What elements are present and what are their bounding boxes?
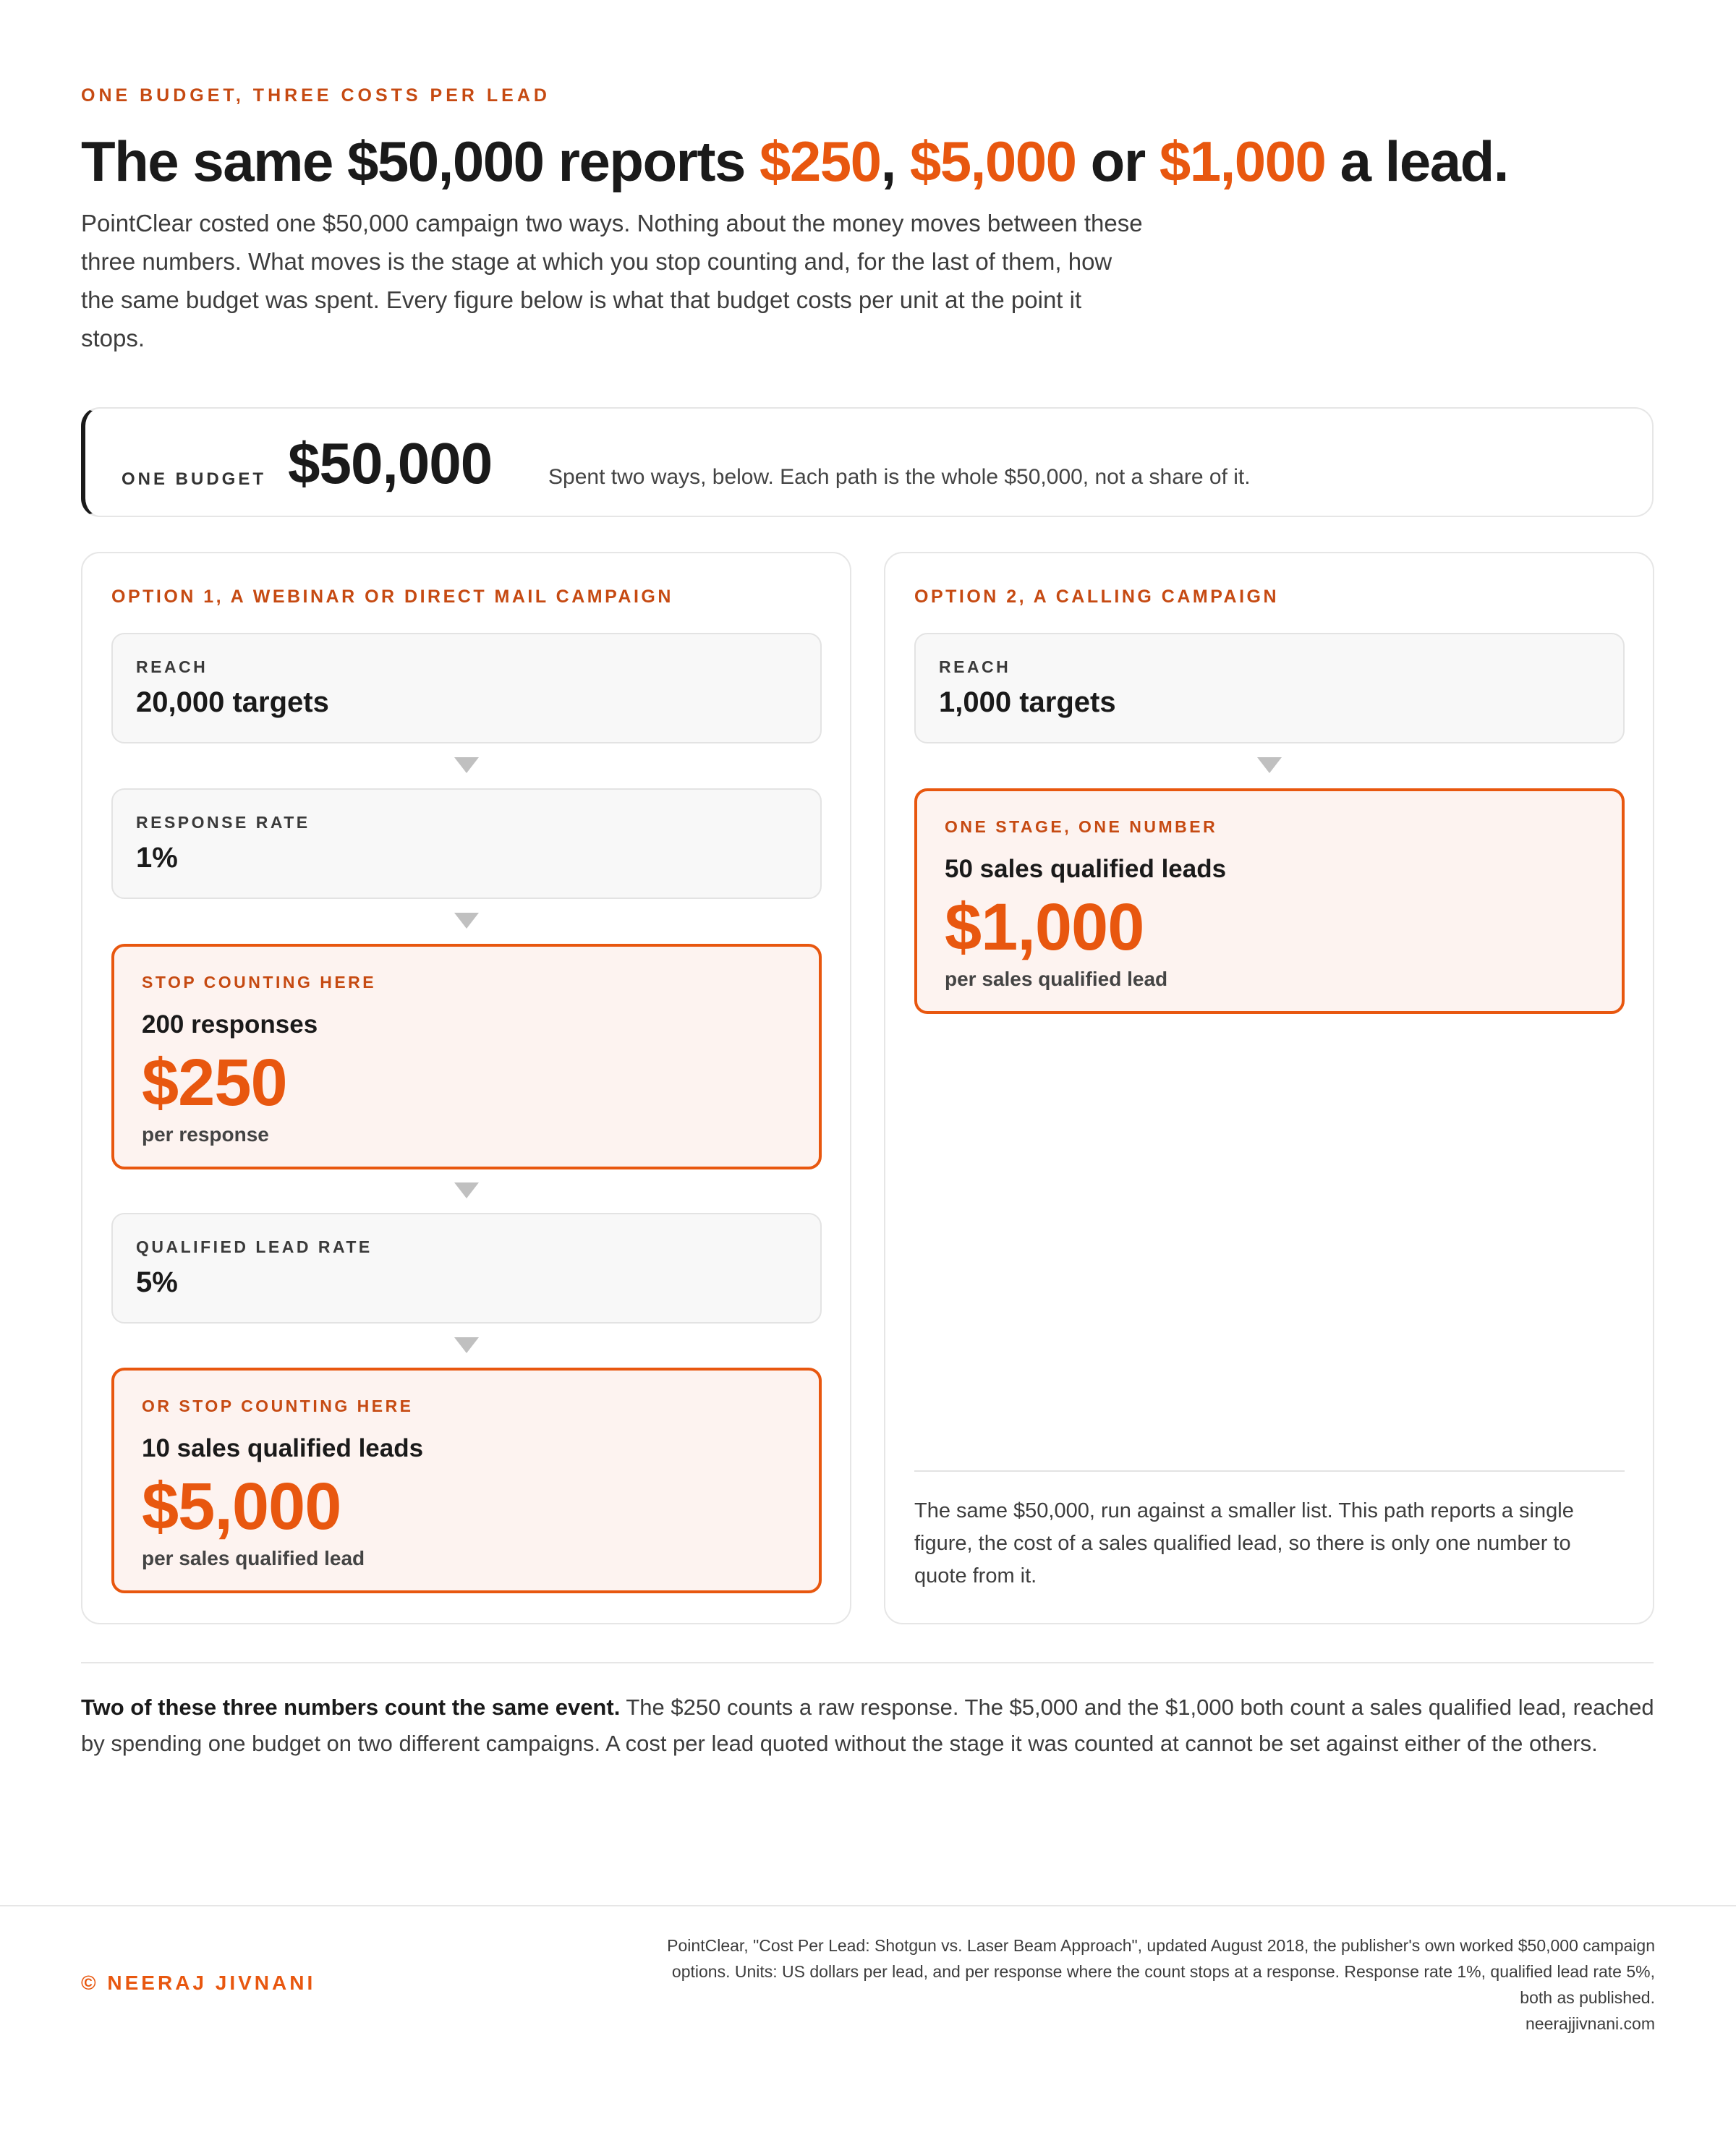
step-label: REACH [939,657,1011,676]
budget-label: ONE BUDGET [122,469,267,489]
headline-value-250: $250 [760,129,881,193]
headline-value-1000: $1,000 [1159,129,1326,193]
headline-part1: The same $50,000 reports [81,129,760,193]
stop-cost: $250 [142,1046,287,1120]
panel-divider [914,1470,1625,1472]
source-text: PointClear, "Cost Per Lead: Shotgun vs. Laser Beam Approach", updated August 2018, the publisher's own worked $50,000 campaign options. Units: US dollars per lead, and per response where the count stops at a response. Response rate 1%, qualified lead rate 5%, both as published. [667,1936,1655,2007]
option2-panel [884,552,1654,1624]
conclusion-paragraph [81,1689,1658,1762]
stop-unit: per response [142,1123,269,1146]
stop-unit: per sales qualified lead [142,1547,365,1569]
step-label: QUALIFIED LEAD RATE [136,1237,373,1256]
section-divider [81,1662,1654,1663]
option2-title: OPTION 2, A CALLING CAMPAIGN [914,587,1280,607]
option1-stop-response-card [111,944,822,1169]
budget-value: $50,000 [288,431,493,495]
stop-label: STOP COUNTING HERE [142,973,377,992]
step-value: 5% [136,1266,178,1298]
conclusion-body: The $250 counts a raw response. The $5,000 and the $1,000 both count a sales qualified lead, reached by spending one budget on two different campaigns. A cost per lead quoted without the stage it was counted at cannot be set against either of the others. [81,1695,1654,1756]
headline [81,122,1508,201]
stop-count: 10 sales qualified leads [142,1434,424,1462]
eyebrow: ONE BUDGET, THREE COSTS PER LEAD [81,85,550,106]
step-value: 20,000 targets [136,686,329,718]
stop-count: 50 sales qualified leads [945,855,1227,883]
step-value: 1% [136,842,178,874]
site-link[interactable]: neerajjivnani.com [1526,2014,1655,2033]
stop-label: OR STOP COUNTING HERE [142,1397,414,1415]
stop-cost: $5,000 [142,1470,341,1543]
headline-part2: a lead. [1325,129,1508,193]
flow-arrow-icon [1257,757,1282,773]
option2-stop-sql-card [914,788,1625,1014]
option1-panel [81,552,851,1624]
option1-title: OPTION 1, A WEBINAR OR DIRECT MAIL CAMPAIGN [111,587,673,607]
option1-qualified-rate-step [111,1213,822,1324]
footer-divider [0,1905,1736,1906]
headline-value-5000: $5,000 [909,129,1076,193]
budget-card [81,407,1654,517]
option2-note: The same $50,000, run against a smaller list. This path reports a single figure, the cost of a sales qualified lead, so there is only one number to quote from it. [914,1499,1574,1587]
stop-cost: $1,000 [945,890,1144,964]
option1-stop-sql-card [111,1368,822,1593]
flow-arrow-icon [454,913,479,929]
flow-arrow-icon [454,1337,479,1353]
flow-arrow-icon [454,757,479,773]
intro-paragraph: PointClear costed one $50,000 campaign two ways. Nothing about the money moves between these three numbers. What moves is the stage at which you stop counting and, for the last of them, how the same budget was spent. Every figure below is what that budget costs per unit at the point it stops. [81,210,1143,351]
step-label: RESPONSE RATE [136,813,310,832]
flow-arrow-icon [454,1182,479,1198]
headline-separator-2: or [1076,129,1160,193]
budget-note: Spent two ways, below. Each path is the whole $50,000, not a share of it. [548,465,1251,489]
stop-unit: per sales qualified lead [945,968,1168,990]
stop-count: 200 responses [142,1010,318,1039]
headline-separator-1: , [880,129,910,193]
conclusion-lead: Two of these three numbers count the same event. [81,1695,621,1720]
option1-response-rate-step [111,788,822,899]
option2-reach-step [914,633,1625,743]
step-value: 1,000 targets [939,686,1116,718]
copyright: © NEERAJ JIVNANI [81,1972,316,1994]
step-label: REACH [136,657,208,676]
source-note [642,1932,1655,2037]
option1-reach-step [111,633,822,743]
stop-label: ONE STAGE, ONE NUMBER [945,817,1218,836]
